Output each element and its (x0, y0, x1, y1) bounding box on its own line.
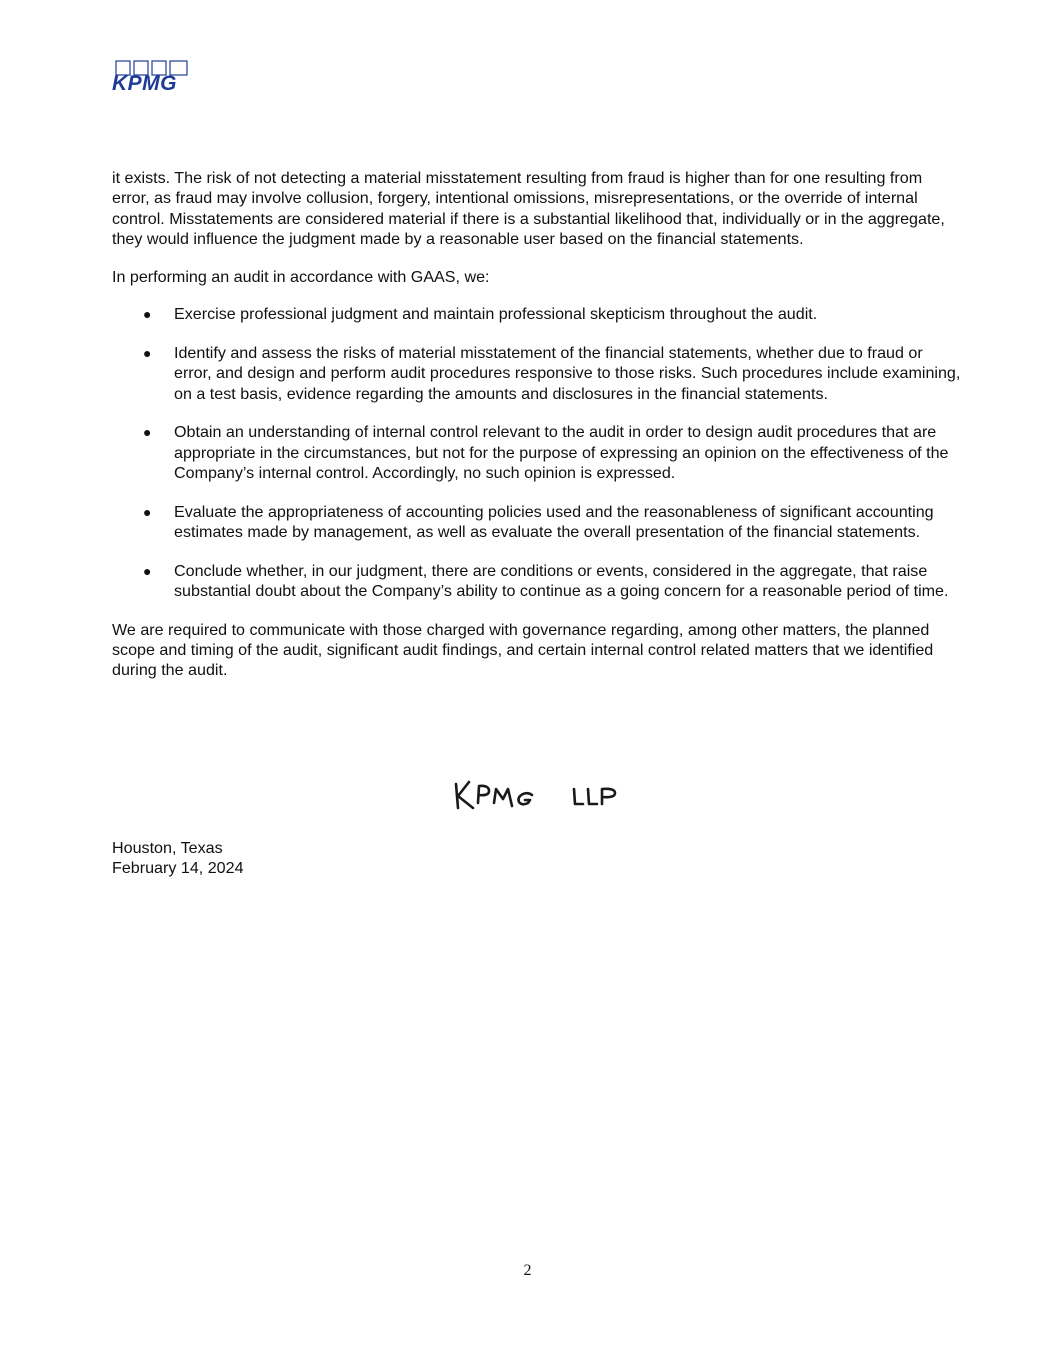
page-number: 2 (523, 1262, 532, 1279)
bullet-icon: ● (143, 424, 152, 441)
lead-in-paragraph: In performing an audit in accordance with GAAS, we: (112, 267, 490, 286)
list-item (112, 502, 962, 543)
bullet-icon: ● (143, 503, 152, 520)
list-item-text: Evaluate the appropriateness of accounting policies used and the reasonableness of significant accounting estimates made by management, as well as evaluate the overall presentation of the financial statements. (174, 502, 934, 542)
list-item-text: Obtain an understanding of internal control relevant to the audit in order to design audit procedures that are appropriate in the circumstances, but not for the purpose of expressing an opinion on the effectiveness of the Company’s internal control. Accordingly, no such opinion is expressed. (174, 423, 949, 483)
list-item-text: Identify and assess the risks of material misstatement of the financial statements, whether due to fraud or error, and design and perform audit procedures responsive to those risks. Such procedures include examining, on a test basis, evidence regarding the amounts and disclosures in the financial statements. (174, 344, 961, 403)
procedures-list (112, 304, 962, 601)
bullet-icon: ● (143, 562, 152, 579)
kpmg-logo (111, 60, 193, 96)
list-item-text: Conclude whether, in our judgment, there are conditions or events, considered in the aggregate, that raise substantial doubt about the Company’s ability to continue as a going concern for a reasonable period of time. (174, 561, 949, 601)
list-item (112, 343, 962, 404)
intro-paragraph: it exists. The risk of not detecting a material misstatement resulting from fraud is higher than for one resulting from error, as fraud may involve collusion, forgery, intentional omissions, misrepresentations, or the override of internal control. Misstatements are considered material if there is a substantial likelihood that, individually or in the aggregate, they would influence the judgment made by a reasonable user based on the financial statements. (112, 169, 945, 248)
list-item-text: Exercise professional judgment and maintain professional skepticism throughout the audit. (174, 305, 818, 324)
list-item (112, 561, 962, 602)
list-item (112, 304, 962, 324)
kpmg-logo-graphic (111, 60, 193, 96)
bullet-icon: ● (143, 345, 152, 362)
closing-paragraph: We are required to communicate with those charged with governance regarding, among other matters, the planned scope and timing of the audit, significant audit findings, and certain internal control related matters that we identified during the audit. (112, 620, 934, 680)
list-item (112, 422, 962, 483)
signature-graphic (452, 777, 624, 817)
signature (452, 777, 624, 817)
svg-text:KPMG: KPMG (112, 72, 177, 95)
bullet-icon: ● (143, 306, 152, 323)
report-body (112, 168, 962, 698)
city: Houston, Texas (112, 839, 223, 857)
signing-location (112, 838, 244, 879)
report-date: February 14, 2024 (112, 859, 244, 878)
